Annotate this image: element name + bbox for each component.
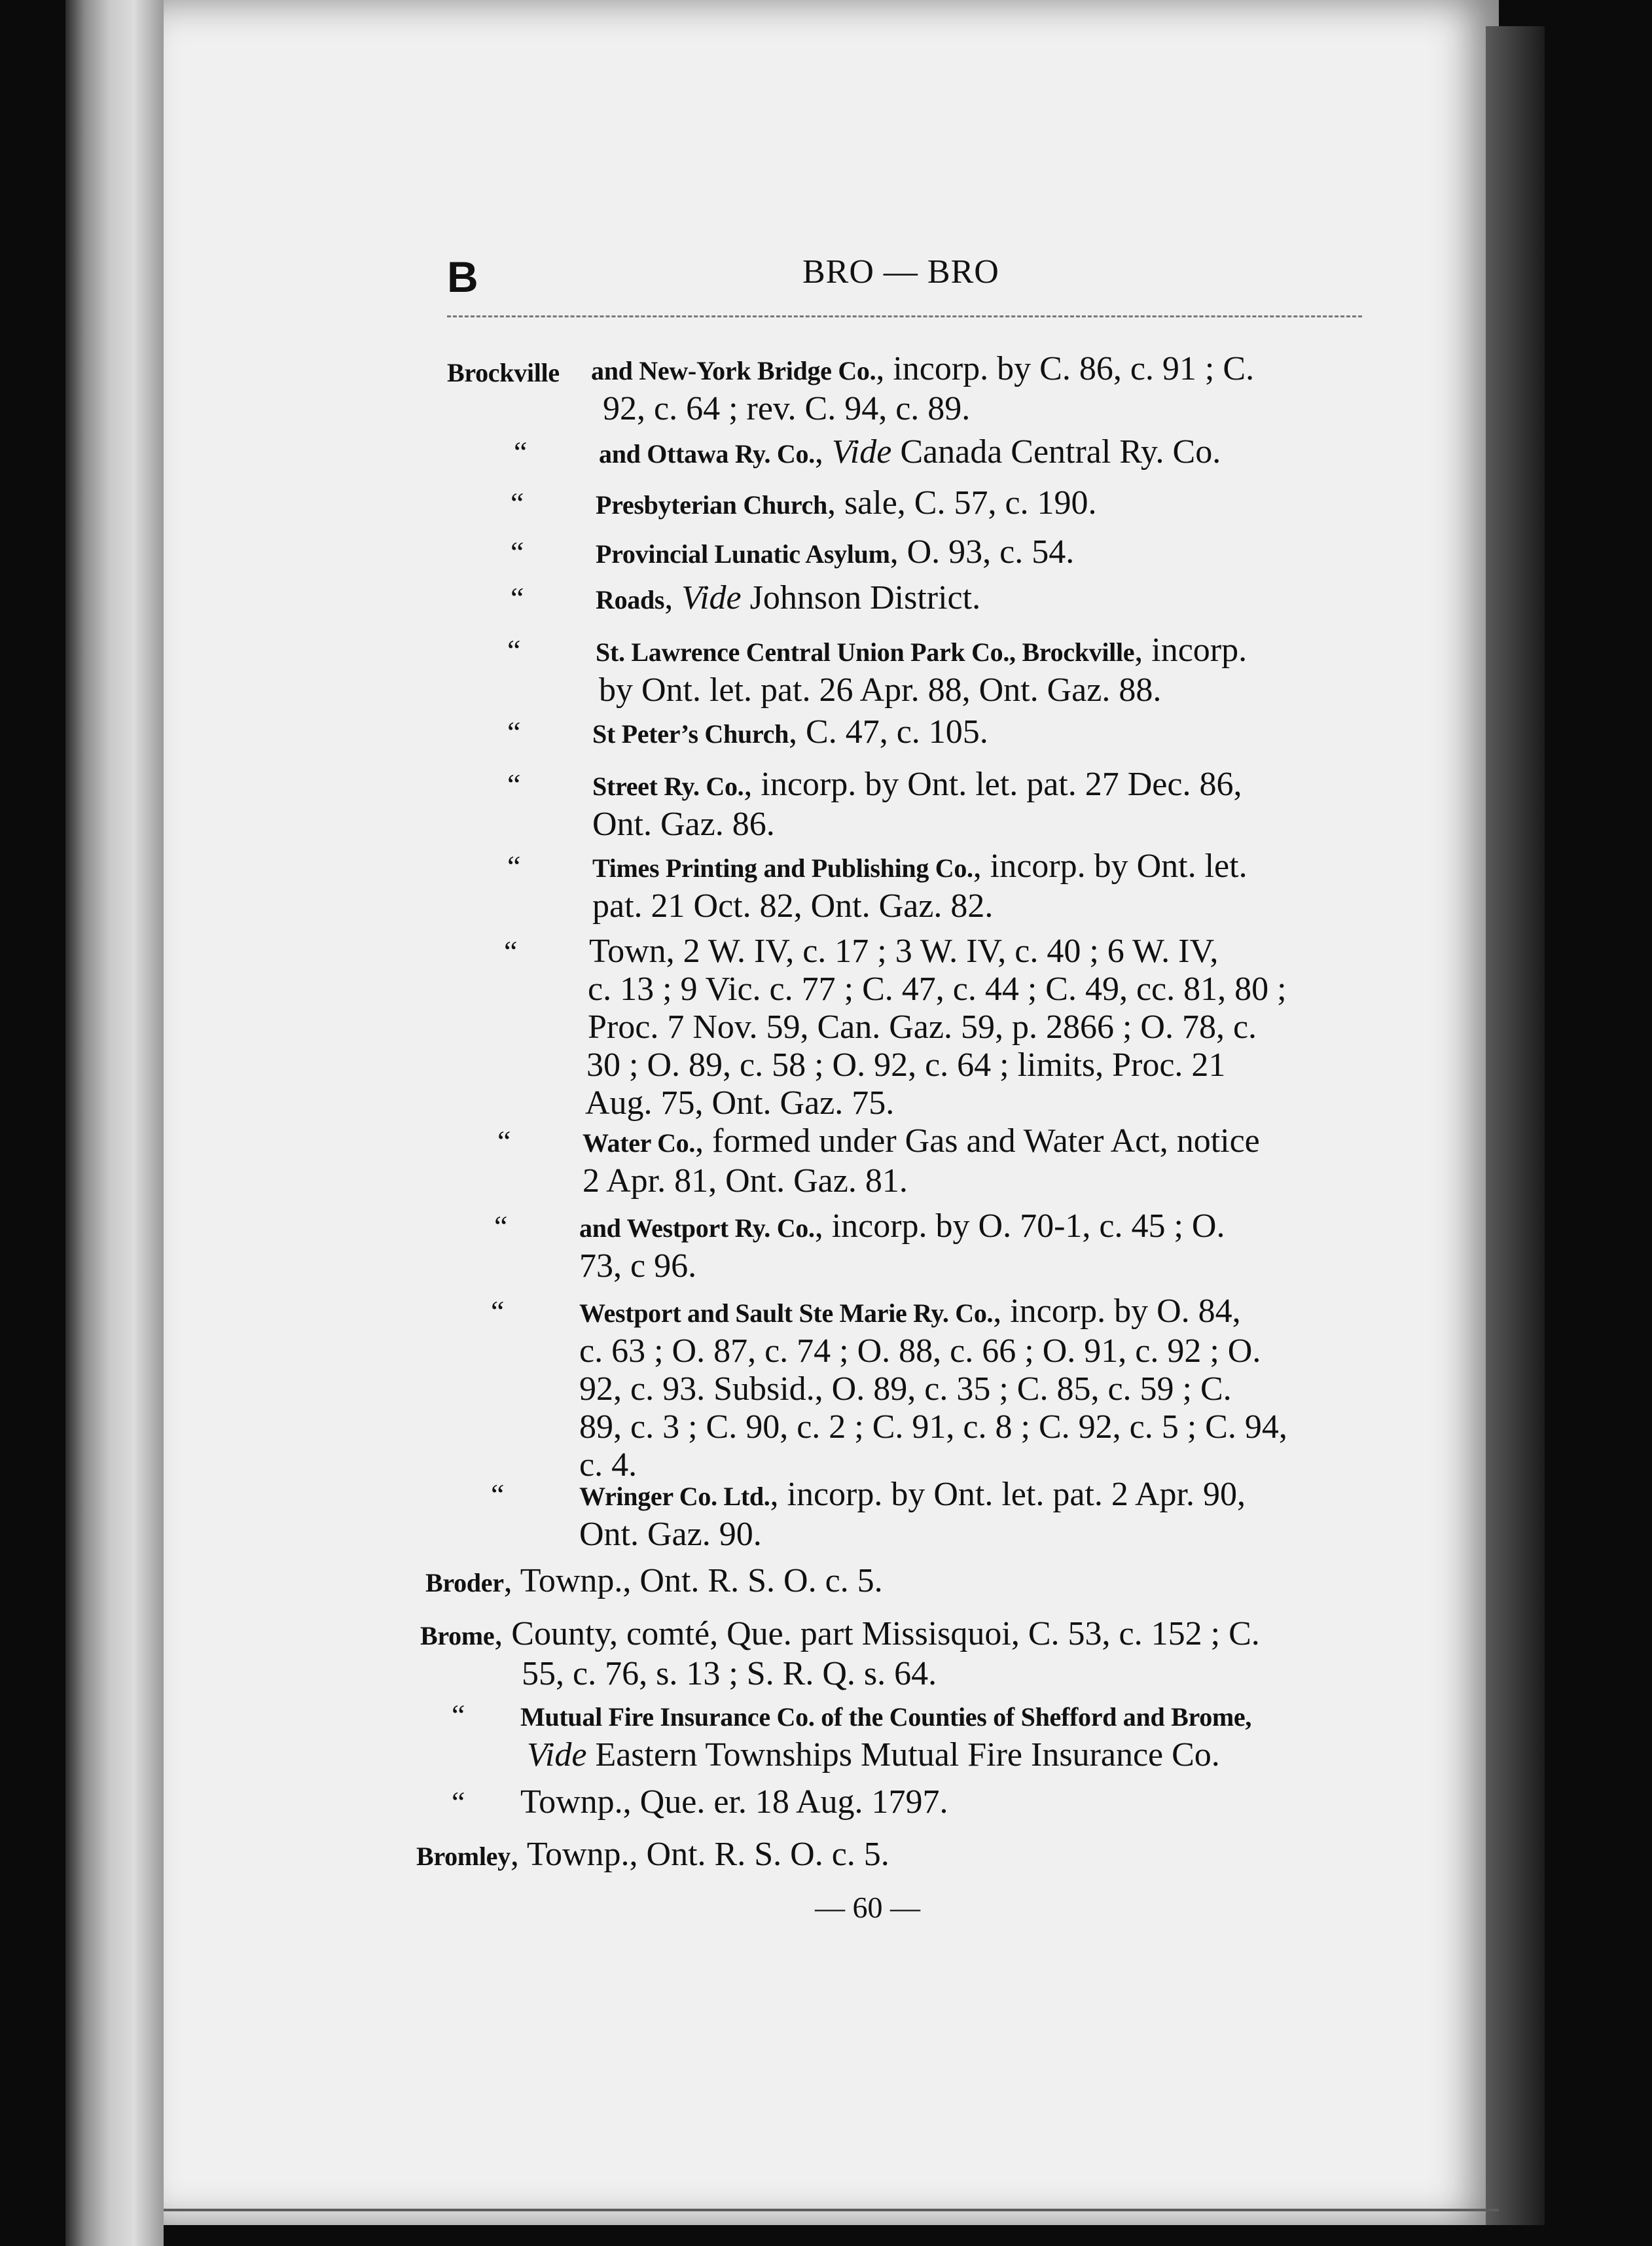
ditto-mark: “ bbox=[497, 1124, 511, 1158]
entry-text: Eastern Townships Mutual Fire Insurance Co. bbox=[595, 1736, 1220, 1774]
entry-continuation: 2 Apr. 81, Ont. Gaz. 81. bbox=[583, 1162, 908, 1200]
page-edge-shadow bbox=[1486, 26, 1545, 2225]
entry-first-line bbox=[507, 713, 1365, 753]
entry-line: 30 ; O. 89, c. 58 ; O. 92, c. 64 ; limits, Proc. 21 bbox=[586, 1046, 1226, 1084]
entry-brome-township bbox=[452, 1783, 1348, 1821]
entry-continuation: by Ont. let. pat. 26 Apr. 88, Ont. Gaz. 88. bbox=[599, 671, 1162, 709]
ditto-mark: “ bbox=[491, 1478, 505, 1511]
entry-westport-ry bbox=[494, 1207, 1348, 1285]
entry-first-line bbox=[507, 632, 1365, 671]
book-spine bbox=[65, 0, 164, 2246]
section-letter: B bbox=[447, 253, 478, 301]
entry-first-line bbox=[425, 1562, 1342, 1602]
entry-westport-sault-ste-marie bbox=[491, 1292, 1345, 1484]
entry-st-peters-church bbox=[507, 713, 1365, 753]
page-number: — 60 — bbox=[815, 1891, 920, 1924]
entry-label: Times Printing and Publishing Co. bbox=[592, 853, 973, 883]
entry-first-line bbox=[494, 1207, 1348, 1247]
ditto-mark: “ bbox=[491, 1294, 505, 1328]
entry-line: c. 63 ; O. 87, c. 74 ; O. 88, c. 66 ; O. 91, c. 92 ; O. bbox=[579, 1332, 1261, 1370]
entry-text: , C. 47, c. 105. bbox=[789, 713, 988, 751]
entry-label: Wringer Co. Ltd. bbox=[579, 1482, 770, 1511]
entry-town bbox=[504, 933, 1355, 1122]
entry-st-lawrence-park bbox=[507, 632, 1365, 709]
entry-brockville-new-york-bridge bbox=[447, 350, 1376, 428]
entry-continuation: 92, c. 64 ; rev. C. 94, c. 89. bbox=[603, 390, 971, 427]
entry-headword: Broder bbox=[425, 1568, 504, 1597]
entry-italic: Vide bbox=[831, 433, 892, 471]
entry-first-line bbox=[507, 766, 1358, 806]
ditto-mark: “ bbox=[511, 486, 524, 520]
entry-line: Town, 2 W. IV, c. 17 ; 3 W. IV, c. 40 ; 6 W. IV, bbox=[589, 933, 1219, 970]
ditto-mark: “ bbox=[511, 581, 524, 615]
entry-continuation: 55, c. 76, s. 13 ; S. R. Q. s. 64. bbox=[522, 1655, 937, 1692]
entry-text: Johnson District. bbox=[749, 579, 981, 616]
entry-continuation: 73, c 96. bbox=[579, 1247, 697, 1285]
page-bottom-rule bbox=[164, 2209, 1499, 2211]
header-rule bbox=[447, 315, 1362, 317]
ditto-mark: “ bbox=[504, 935, 518, 968]
entry-label: and Ottawa Ry. Co. bbox=[599, 439, 815, 469]
entry-provincial-lunatic-asylum bbox=[511, 533, 1361, 573]
entry-first-line bbox=[420, 1615, 1343, 1655]
entry-first-line bbox=[507, 847, 1358, 887]
ditto-mark: “ bbox=[514, 435, 528, 469]
ditto-mark: “ bbox=[507, 768, 521, 801]
entry-text: , O. 93, c. 54. bbox=[889, 533, 1075, 571]
entry-label: and New-York Bridge Co. bbox=[591, 356, 876, 385]
entry-first-line bbox=[491, 1476, 1342, 1516]
running-head: BRO — BRO bbox=[802, 253, 999, 291]
entry-italic: Vide bbox=[681, 579, 742, 616]
entry-broder bbox=[425, 1562, 1342, 1602]
entry-first-line bbox=[491, 1292, 1345, 1332]
entry-text: , incorp. by O. 70-1, c. 45 ; O. bbox=[814, 1207, 1225, 1245]
ditto-mark: “ bbox=[507, 633, 521, 667]
entry-brome-mutual-fire bbox=[452, 1696, 1348, 1774]
entry-street-ry bbox=[507, 766, 1358, 844]
entry-label: Westport and Sault Ste Marie Ry. Co. bbox=[579, 1298, 994, 1328]
entry-times-printing bbox=[507, 847, 1358, 925]
entry-first-line bbox=[447, 350, 1376, 390]
entry-headword: Bromley bbox=[416, 1842, 511, 1871]
entry-line: Aug. 75, Ont. Gaz. 75. bbox=[585, 1084, 895, 1122]
entry-continuation: Ont. Gaz. 86. bbox=[592, 806, 775, 843]
ditto-mark: “ bbox=[511, 535, 524, 569]
entry-first-line bbox=[416, 1836, 1339, 1876]
entry-text: Canada Central Ry. Co. bbox=[900, 433, 1221, 471]
ditto-mark: “ bbox=[452, 1698, 465, 1732]
entry-bromley bbox=[416, 1836, 1339, 1876]
entry-line: c. 13 ; 9 Vic. c. 77 ; C. 47, c. 44 ; C. 49, cc. 81, 80 ; bbox=[588, 971, 1287, 1008]
entry-text: , incorp. by Ont. let. bbox=[973, 847, 1248, 885]
entry-continuation: pat. 21 Oct. 82, Ont. Gaz. 82. bbox=[592, 887, 994, 925]
entry-line: 92, c. 93. Subsid., O. 89, c. 35 ; C. 85, c. 59 ; C. bbox=[579, 1370, 1232, 1408]
entry-brome-county bbox=[420, 1615, 1343, 1693]
entry-headword: Brome bbox=[420, 1621, 495, 1650]
entry-text: , sale, C. 57, c. 190. bbox=[827, 484, 1097, 522]
entry-text: , incorp. by C. 86, c. 91 ; C. bbox=[876, 350, 1255, 387]
entry-label: Mutual Fire Insurance Co. of the Counties of Shefford and Brome, bbox=[520, 1702, 1252, 1732]
entry-label: Roads bbox=[596, 585, 665, 615]
entry-label: Provincial Lunatic Asylum bbox=[596, 539, 890, 569]
entry-label: St Peter’s Church bbox=[592, 719, 789, 749]
entry-first-line bbox=[452, 1696, 1348, 1736]
entry-headword: Brockville bbox=[447, 358, 560, 387]
entry-text: , Townp., Ont. R. S. O. c. 5. bbox=[510, 1836, 889, 1873]
entry-text: , incorp. bbox=[1134, 632, 1248, 669]
entry-line: Proc. 7 Nov. 59, Can. Gaz. 59, p. 2866 ; O. 78, c. bbox=[588, 1008, 1257, 1046]
ditto-mark: “ bbox=[452, 1785, 465, 1819]
entry-label: St. Lawrence Central Union Park Co., Brockville bbox=[596, 637, 1135, 667]
entry-first-line: and Ottawa Ry. Co., Vide Canada Central Ry. Co. bbox=[599, 433, 1221, 471]
entry-first-line: Roads, Vide Johnson District. bbox=[596, 579, 981, 616]
entry-text: , incorp. by Ont. let. pat. 2 Apr. 90, bbox=[770, 1476, 1246, 1513]
entry-line: c. 4. bbox=[579, 1446, 637, 1484]
entry-continuation: Ont. Gaz. 90. bbox=[579, 1516, 762, 1553]
entry-first-line: Townp., Que. er. 18 Aug. 1797. bbox=[520, 1783, 948, 1821]
ditto-mark: “ bbox=[494, 1209, 508, 1243]
entry-text: , incorp. by Ont. let. pat. 27 Dec. 86, bbox=[744, 766, 1242, 803]
entry-text: , Townp., Ont. R. S. O. c. 5. bbox=[503, 1562, 883, 1599]
entry-text: , formed under Gas and Water Act, notice bbox=[695, 1122, 1260, 1160]
entry-label: and Westport Ry. Co. bbox=[579, 1213, 815, 1243]
ditto-mark: “ bbox=[507, 715, 521, 749]
entry-text: , County, comté, Que. part Missisquoi, C. 53, c. 152 ; C. bbox=[494, 1615, 1260, 1652]
ditto-mark: “ bbox=[507, 849, 521, 883]
entry-label: Presbyterian Church bbox=[596, 490, 827, 520]
entry-ottawa-ry bbox=[514, 433, 1365, 473]
entry-presbyterian-church bbox=[511, 484, 1361, 524]
entry-water-co bbox=[497, 1122, 1352, 1200]
entry-label: Water Co. bbox=[583, 1128, 696, 1158]
entry-italic: Vide bbox=[527, 1736, 587, 1774]
entry-line: 89, c. 3 ; C. 90, c. 2 ; C. 91, c. 8 ; C. 92, c. 5 ; C. 94, bbox=[579, 1408, 1287, 1446]
entry-continuation bbox=[452, 1736, 1348, 1774]
entry-wringer-co bbox=[491, 1476, 1342, 1554]
entry-label: Street Ry. Co. bbox=[592, 772, 744, 801]
entry-first-line bbox=[511, 533, 1361, 573]
entry-first-line bbox=[511, 484, 1361, 524]
entry-roads bbox=[511, 579, 1361, 619]
entry-text: , incorp. by O. 84, bbox=[993, 1292, 1241, 1330]
entry-first-line bbox=[497, 1122, 1352, 1162]
